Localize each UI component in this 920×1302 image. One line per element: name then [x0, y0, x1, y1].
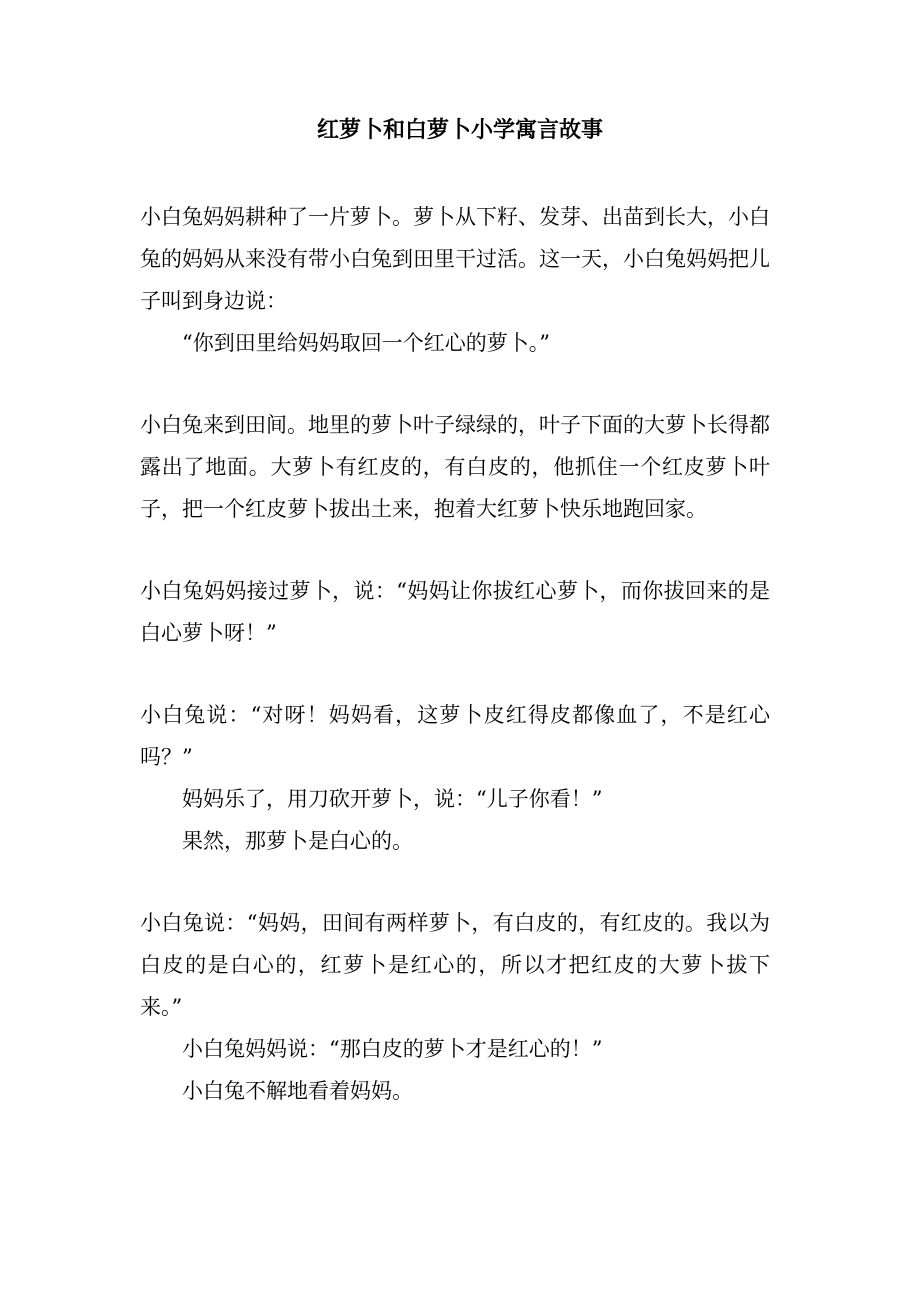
paragraph-gap	[140, 654, 770, 694]
paragraph-gap	[140, 862, 770, 902]
paragraph-5: 小白兔说：“对呀！妈妈看，这萝卜皮红得皮都像血了，不是红心吗？”	[140, 703, 770, 769]
paragraph-8: 小白兔说：“妈妈，田间有两样萝卜，有白皮的，有红皮的。我以为白皮的是白心的，红萝卜是红心的，所以才把红皮的大萝卜拔下来。”	[140, 911, 770, 1019]
paragraph-7: 果然，那萝卜是白心的。	[182, 829, 413, 853]
paragraph-1: 小白兔妈妈耕种了一片萝卜。萝卜从下籽、发芽、出苗到长大，小白兔的妈妈从来没有带小白兔到田里干过活。这一天，小白兔妈妈把儿子叫到身边说：	[140, 205, 770, 313]
paragraph-4: 小白兔妈妈接过萝卜，说：“妈妈让你拔红心萝卜，而你拔回来的是白心萝卜呀！”	[140, 579, 770, 645]
paragraph-10: 小白兔不解地看着妈妈。	[182, 1079, 413, 1103]
paragraph-3: 小白兔来到田间。地里的萝卜叶子绿绿的，叶子下面的大萝卜长得都露出了地面。大萝卜有红皮的，有白皮的，他抓住一个红皮萝卜叶子，把一个红皮萝卜拔出土来，抱着大红萝卜快乐地跑回家。	[140, 413, 770, 521]
document-body	[140, 196, 770, 1112]
paragraph-gap	[140, 364, 770, 404]
paragraph-2: “你到田里给妈妈取回一个红心的萝卜。”	[182, 331, 550, 355]
paragraph-6: 妈妈乐了，用刀砍开萝卜，说：“儿子你看！”	[182, 787, 603, 811]
document-title: 红萝卜和白萝卜小学寓言故事	[316, 117, 603, 143]
paragraph-9: 小白兔妈妈说：“那白皮的萝卜才是红心的！”	[182, 1037, 603, 1061]
paragraph-gap	[140, 530, 770, 570]
